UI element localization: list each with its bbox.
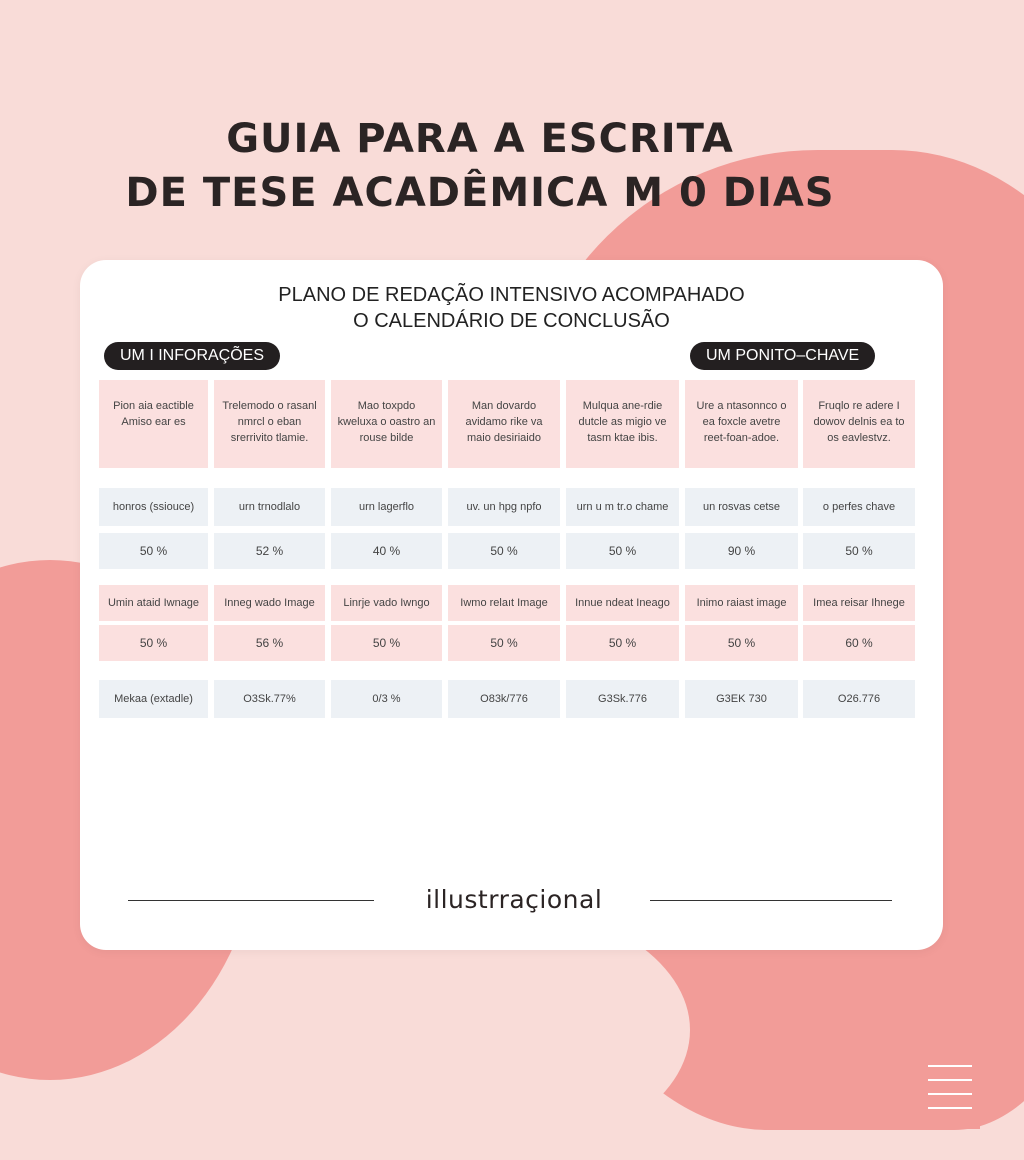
image-cell: Innue ndeat Ineago: [566, 585, 679, 621]
phase-cell: Mao toxpdo kweluxa o oastro an rouse bilde: [331, 380, 442, 468]
task-cell: honros (ssiouce): [99, 488, 208, 526]
progress-cell: 50 %: [566, 625, 679, 661]
metric-cell: O83k/776: [448, 680, 560, 718]
page-title-line1: GUIA PARA A ESCRITA: [226, 116, 734, 162]
progress-cell: 50 %: [685, 625, 798, 661]
card-title: [80, 282, 943, 334]
metric-cell: O26.776: [803, 680, 915, 718]
card-title-line2: O CALENDÁRIO DE CONCLUSÃO: [353, 310, 670, 332]
progress-cell: 52 %: [214, 533, 325, 569]
metric-cell: Mekaa (extadle): [99, 680, 208, 718]
image-cell: Imea reisar Ihnege: [803, 585, 915, 621]
page-title: [60, 112, 900, 220]
key-point-pill: UM PONITO–CHAVE: [690, 342, 875, 370]
page-title-line2: DE TESE ACADÊMICA M 0 DIAS: [125, 170, 835, 216]
progress-cell: 50 %: [99, 533, 208, 569]
metric-cell: 0/3 %: [331, 680, 442, 718]
image-cell: Iwmo relaıt Image: [448, 585, 560, 621]
task-cell: urn lagerflo: [331, 488, 442, 526]
phase-cell: Mulqua ane-rdie dutcle as migio ve tasm ktae ibis.: [566, 380, 679, 468]
image-cell: Linrje vado Iwngo: [331, 585, 442, 621]
phase-cell: Fruqlo re adere I dowov delnis ea to os eavlestvz.: [803, 380, 915, 468]
card-title-line1: PLANO DE REDAÇÃO INTENSIVO ACOMPAHADO: [278, 284, 745, 306]
footer-label: illustrraçional: [425, 885, 603, 914]
image-cell: Umin ataid Iwnage: [99, 585, 208, 621]
task-cell: o perfes chave: [803, 488, 915, 526]
info-pill: UM I INFORAÇÕES: [104, 342, 280, 370]
task-cell: urn u m tr.o chame: [566, 488, 679, 526]
progress-cell: 50 %: [448, 533, 560, 569]
plan-card: [80, 260, 943, 950]
phase-cell: Ure a ntasonnco o ea foxcle avetre reet-foan-adoe.: [685, 380, 798, 468]
progress-cell: 50 %: [566, 533, 679, 569]
metric-cell: O3Sk.77%: [214, 680, 325, 718]
progress-cell: 50 %: [803, 533, 915, 569]
phase-cell: Man dovardo avidamo rike va maio desiriaido: [448, 380, 560, 468]
phase-cell: Trelemodo o rasanl nmrcl o eban srerrivito tlamie.: [214, 380, 325, 468]
progress-cell: 50 %: [331, 625, 442, 661]
progress-cell: 90 %: [685, 533, 798, 569]
footer-divider-right: [650, 900, 892, 901]
progress-cell: 50 %: [448, 625, 560, 661]
task-cell: un rosvas cetse: [685, 488, 798, 526]
document-icon: [918, 1025, 984, 1131]
progress-cell: 40 %: [331, 533, 442, 569]
metric-cell: G3Sk.776: [566, 680, 679, 718]
footer-divider-left: [128, 900, 374, 901]
task-cell: uv. un hpg npfo: [448, 488, 560, 526]
metric-cell: G3EK 730: [685, 680, 798, 718]
progress-cell: 60 %: [803, 625, 915, 661]
progress-cell: 56 %: [214, 625, 325, 661]
progress-cell: 50 %: [99, 625, 208, 661]
task-cell: urn trnodlalo: [214, 488, 325, 526]
image-cell: Inimo raiast image: [685, 585, 798, 621]
image-cell: Inneg wado Image: [214, 585, 325, 621]
phase-cell: Pion aia eactible Amiso ear es: [99, 380, 208, 468]
